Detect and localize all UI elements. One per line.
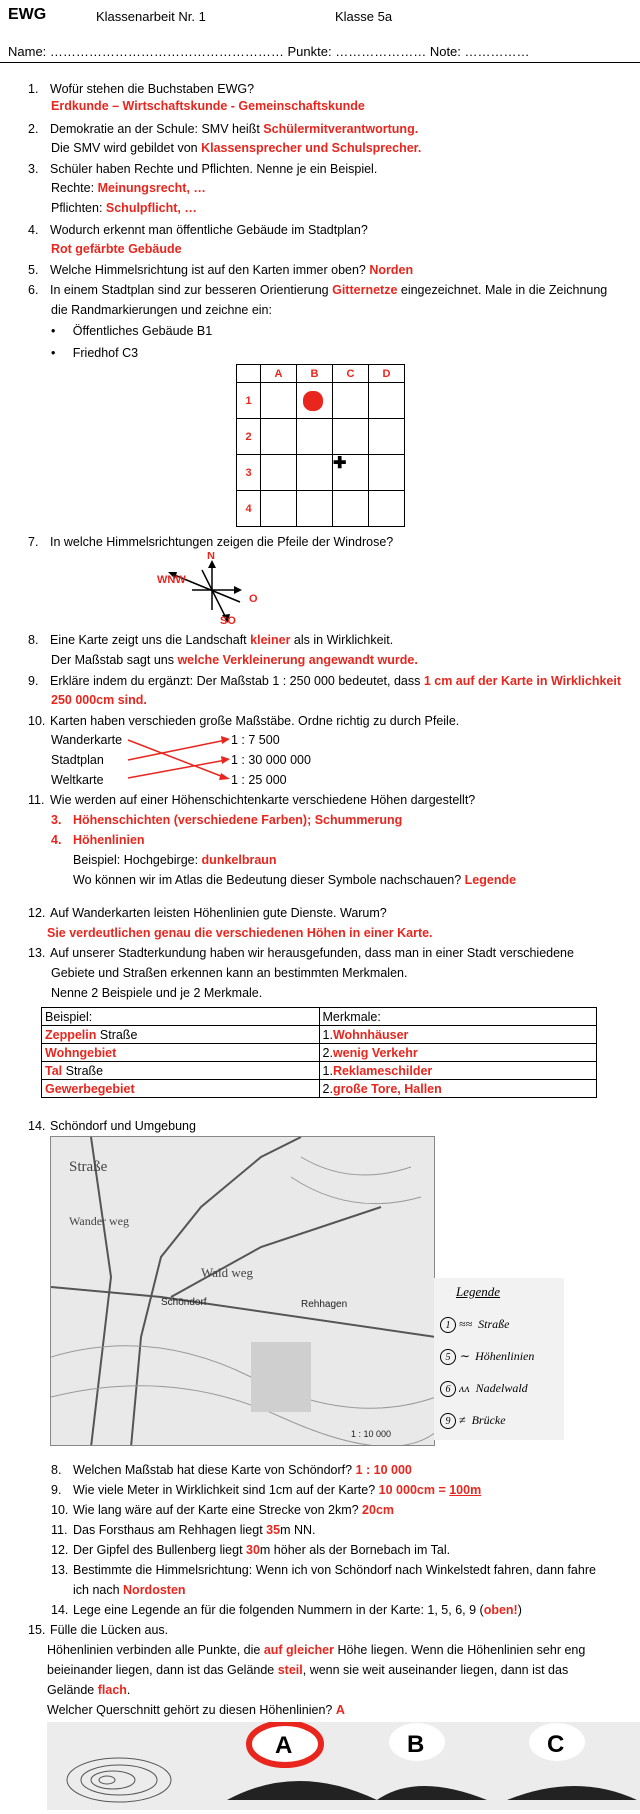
districts-table [41,1007,597,1098]
example-line: Beispiel: Hochgebirge: dunkelbraun [73,853,277,867]
choice-c: C [547,1731,565,1758]
grid-col-label: D [369,365,405,383]
q14-sub-8: 8. Welchen Maßstab hat diese Karte von Schöndorf? 1 : 10 000 [51,1463,412,1477]
map-type-2: Stadtplan [51,753,104,767]
name-points-grade-line: Name: ……………………………………………… Punkte: ………………… Note: …………… [8,44,530,59]
wind-rose-icon [150,552,270,626]
question-12: 12. Auf Wanderkarten leisten Höhenlinien gute Dienste. Warum? [28,906,387,920]
question-4: 4. Wodurch erkennt man öffentliche Gebäude im Stadtplan? [28,223,368,237]
map-label-waldweg: Wald weg [201,1265,254,1280]
matching-arrows [118,730,234,786]
map-type-3: Weltkarte [51,773,104,787]
answer-11-4: 4. Höhenlinien [51,833,145,847]
question-11: 11. Wie werden auf einer Höhenschichtenkarte verschiedene Höhen dargestellt? [28,793,476,807]
choice-a: A [275,1732,293,1759]
table-row: Tal Straße 1.Reklameschilder [42,1062,597,1080]
bullet-2: • Friedhof C3 [51,346,139,360]
atlas-line: Wo können wir im Atlas die Bedeutung dieser Symbole nachschauen? Legende [73,873,517,887]
q15-line-2: beieinander liegen, dann ist das Gelände steil, wenn sie weit auseinander liegen, dann ist das [47,1663,569,1677]
map-legend [434,1278,564,1440]
question-8: 8. Eine Karte zeigt uns die Landschaft kleiner als in Wirklichkeit. [28,633,394,647]
subject-title: EWG [8,6,47,23]
windrose-n: N [207,552,215,562]
legend-item: 6 ʌʌ Nadelwald [440,1372,534,1404]
answer-3-rechte: Rechte: Meinungsrecht, … [51,181,206,195]
class-label: Klasse 5a [335,9,393,24]
table-header: Merkmale: [319,1008,597,1026]
legend-item: 1 ≈≈ Straße [440,1308,534,1340]
scale-2: 1 : 30 000 000 [231,753,311,767]
legend-title: Legende [456,1284,501,1299]
question-13: 13. Auf unserer Stadterkundung haben wir herausgefunden, dass man in einer Stadt verschiedene [28,946,574,960]
q15-line-4: Welcher Querschnitt gehört zu diesen Höhenlinien? A [47,1703,345,1717]
test-title: Klassenarbeit Nr. 1 [96,9,206,24]
windrose-wnw: WNW [157,574,186,586]
q14-sub-13: 13. Bestimmte die Himmelsrichtung: Wenn ich von Schöndorf nach Winkelstedt fahren, dann fahre [51,1563,596,1577]
legend-item: 5 ∼ Höhenlinien [440,1340,534,1372]
windrose-o: O [249,593,258,605]
grid-col-label: B [297,365,333,383]
answer-12: Sie verdeutlichen genau die verschiedenen Höhen in einer Karte. [47,926,433,940]
grid-row-label: 1 [237,383,261,419]
header [8,6,640,26]
grid-row-label: 4 [237,491,261,527]
answer-4: Rot gefärbte Gebäude [51,242,182,256]
q14-sub-9: 9. Wie viele Meter in Wirklichkeit sind 1cm auf der Karte? 10 000cm = 100m [51,1483,482,1497]
header-divider [0,62,640,63]
table-row: Zeppelin Straße 1.Wohnhäuser [42,1026,597,1044]
choice-b: B [407,1731,425,1758]
question-2: 2. Demokratie an der Schule: SMV heißt Schülermitverantwortung. [28,122,419,136]
q15-line-1: Höhenlinien verbinden alle Punkte, die auf gleicher Höhe liegen. Wenn die Höhenlinien sehr eng [47,1643,586,1657]
grid-row-label: 2 [237,419,261,455]
legend-item: 9 ≠ Brücke [440,1404,534,1436]
question-1: 1. Wofür stehen die Buchstaben EWG? [28,82,255,96]
map-label-strasse: Straße [69,1159,108,1175]
answer-11-3: 3. Höhenschichten (verschiedene Farben); Schummerung [51,813,403,827]
topographic-map-image [51,1137,435,1446]
answer-9-line-2: 250 000cm sind. [51,693,147,707]
question-15: 15. Fülle die Lücken aus. [28,1623,169,1637]
q14-sub-14: 14. Lege eine Legende an für die folgenden Nummern in der Karte: 1, 5, 6, 9 (oben!) [51,1603,522,1617]
map-label-rehhagen: Rehhagen [301,1299,348,1310]
q14-sub-11: 11. Das Forsthaus am Rehhagen liegt 35m NN. [51,1523,316,1537]
cross-section-image [47,1722,640,1810]
question-14: 14. Schöndorf und Umgebung [28,1119,196,1133]
question-2-line-2: Die SMV wird gebildet von Klassensprecher und Schulsprecher. [51,141,422,155]
map-schoendorf [50,1136,435,1446]
map-label-wanderweg: Wander weg [69,1214,130,1228]
q14-sub-13-line-2: ich nach Nordosten [73,1583,186,1597]
scale-1: 1 : 7 500 [231,733,280,747]
question-8-line-2: Der Maßstab sagt uns welche Verkleinerung angewandt wurde. [51,653,418,667]
public-building-mark [303,391,323,411]
map-type-1: Wanderkarte [51,733,123,747]
q15-line-3: Gelände flach. [47,1683,131,1697]
map-scale-label: 1 : 10 000 [351,1429,392,1439]
q14-sub-12: 12. Der Gipfel des Bullenberg liegt 30m höher als der Bornebach im Tal. [51,1543,451,1557]
map-grid [236,364,405,527]
question-6: 6. In einem Stadtplan sind zur besseren Orientierung Gitternetze eingezeichnet. Male in die Zeichnung [28,283,608,297]
scale-3: 1 : 25 000 [231,773,287,787]
answer-3-pflichten: Pflichten: Schulpflicht, … [51,201,197,215]
table-row: Gewerbegebiet 2.große Tore, Hallen [42,1080,597,1098]
question-7: 7. In welche Himmelsrichtungen zeigen die Pfeile der Windrose? [28,535,394,549]
table-row: Wohngebiet 2.wenig Verkehr [42,1044,597,1062]
question-3: 3. Schüler haben Rechte und Pflichten. Nenne je ein Beispiel. [28,162,378,176]
question-13-line-2: Gebiete und Straßen erkennen kann an bestimmten Merkmalen. [51,966,408,980]
question-6-line-2: die Randmarkierungen und zeichne ein: [51,303,272,317]
grid-col-label: C [333,365,369,383]
answer-1: Erdkunde – Wirtschaftskunde - Gemeinschaftskunde [51,99,365,113]
table-header: Beispiel: [42,1008,320,1026]
grid-col-label: A [261,365,297,383]
question-10: 10. Karten haben verschieden große Maßstäbe. Ordne richtig zu durch Pfeile. [28,714,460,728]
bullet-1: • Öffentliches Gebäude B1 [51,324,213,338]
map-label-schoendorf: Schöndorf [161,1297,207,1308]
question-5: 5. Welche Himmelsrichtung ist auf den Karten immer oben? Norden [28,263,414,277]
question-13-line-3: Nenne 2 Beispiele und je 2 Merkmale. [51,986,263,1000]
question-9: 9. Erkläre indem du ergänzt: Der Maßstab 1 : 250 000 bedeutet, dass 1 cm auf der Karte in Wirklichkeit [28,674,622,688]
q14-sub-10: 10. Wie lang wäre auf der Karte eine Strecke von 2km? 20cm [51,1503,395,1517]
windrose-so: SO [220,615,236,626]
cemetery-cross-icon: ✚ [333,455,347,472]
grid-row-label: 3 [237,455,261,491]
